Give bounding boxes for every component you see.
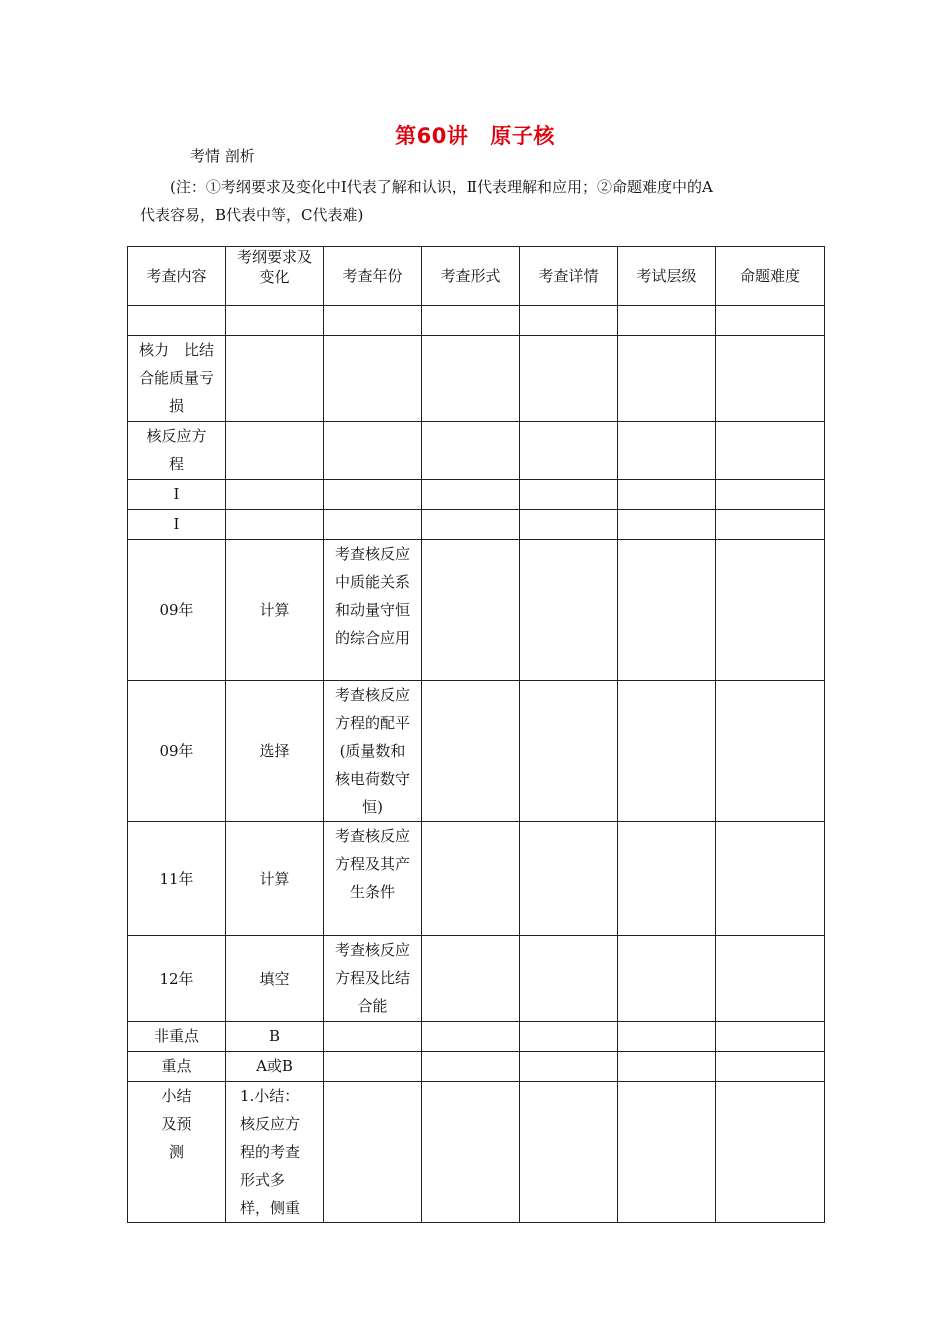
page-title: [0, 120, 950, 150]
table-cell: [422, 336, 520, 422]
table-cell: [520, 336, 618, 422]
table-row: [128, 1052, 825, 1082]
form-cell: 计算: [226, 540, 324, 681]
table-cell: [520, 480, 618, 510]
table-cell: [618, 422, 716, 480]
table-cell: [422, 936, 520, 1022]
table-row: [128, 540, 825, 681]
table-cell: [324, 336, 422, 422]
table-cell: [618, 540, 716, 681]
form-cell: 选择: [226, 681, 324, 822]
table-cell: [618, 1052, 716, 1082]
section-heading: 考情 剖析: [190, 147, 255, 165]
table-row: [128, 510, 825, 540]
table-cell: [520, 822, 618, 936]
form-cell: 填空: [226, 936, 324, 1022]
table-cell: [422, 1022, 520, 1052]
table-cell: [618, 681, 716, 822]
priority-cell: 非重点: [128, 1022, 226, 1052]
year-cell: 09年: [128, 681, 226, 822]
table-cell: [618, 1082, 716, 1223]
table-row: [128, 1082, 825, 1223]
table-cell: [324, 306, 422, 336]
table-row: [128, 936, 825, 1022]
header-cell-form: 考查形式: [422, 247, 520, 306]
header-cell-requirement: 考纲要求及变化: [226, 247, 324, 306]
table-cell: [716, 540, 825, 681]
detail-cell: 考查核反应方程及比结合能: [324, 936, 422, 1022]
table-cell: [422, 1082, 520, 1223]
table-row: [128, 422, 825, 480]
table-cell: [422, 306, 520, 336]
level-cell: Ⅰ: [128, 480, 226, 510]
year-cell: 09年: [128, 540, 226, 681]
table-cell: [716, 510, 825, 540]
difficulty-cell: A或B: [226, 1052, 324, 1082]
table-cell: [716, 1052, 825, 1082]
table-cell: [226, 510, 324, 540]
header-cell-content: 考查内容: [128, 247, 226, 306]
table-cell: [520, 1022, 618, 1052]
difficulty-cell: B: [226, 1022, 324, 1052]
table-cell: [520, 681, 618, 822]
table-cell: [422, 540, 520, 681]
table-row: [128, 822, 825, 936]
header-cell-year: 考查年份: [324, 247, 422, 306]
table-cell: [618, 936, 716, 1022]
table-cell: [618, 336, 716, 422]
table-cell: [226, 480, 324, 510]
table-cell: [618, 510, 716, 540]
detail-cell: 考查核反应中质能关系和动量守恒的综合应用: [324, 540, 422, 681]
table-row: [128, 1022, 825, 1052]
year-cell: 11年: [128, 822, 226, 936]
note-line-2: 代表容易，B代表中等，C代表难): [140, 206, 364, 224]
table-cell: [226, 336, 324, 422]
table-cell: [324, 1022, 422, 1052]
table-cell: [716, 1082, 825, 1223]
year-cell: 12年: [128, 936, 226, 1022]
table-row: [128, 681, 825, 822]
table-cell: [520, 510, 618, 540]
table-cell: [520, 936, 618, 1022]
table-cell: [226, 306, 324, 336]
table-cell: [716, 336, 825, 422]
table-row: [128, 306, 825, 336]
table-cell: [520, 1082, 618, 1223]
note-paragraph: [140, 173, 820, 229]
table-cell: [226, 422, 324, 480]
table-cell: [618, 1022, 716, 1052]
table-row: [128, 336, 825, 422]
table-cell: [324, 1052, 422, 1082]
table-cell: [422, 422, 520, 480]
note-line-1: (注：①考纲要求及变化中Ⅰ代表了解和认识，Ⅱ代表理解和应用；②命题难度中的A: [170, 178, 713, 196]
table-row: [128, 480, 825, 510]
table-cell: [520, 1052, 618, 1082]
title-main: 第60讲: [395, 124, 469, 148]
topic-cell: 核力 比结合能质量亏损: [128, 336, 226, 422]
table-cell: [422, 480, 520, 510]
header-cell-detail: 考查详情: [520, 247, 618, 306]
table-cell: [618, 480, 716, 510]
detail-cell: 考查核反应方程及其产生条件: [324, 822, 422, 936]
table-cell: [422, 510, 520, 540]
summary-text-cell: 1.小结：核反应方程的考查形式多样，侧重: [226, 1082, 324, 1223]
exam-analysis-table: [127, 246, 825, 1223]
table-cell: [716, 681, 825, 822]
detail-cell: 考查核反应方程的配平(质量数和核电荷数守恒): [324, 681, 422, 822]
table-cell: [716, 480, 825, 510]
table-cell: [422, 1052, 520, 1082]
table-cell: [422, 681, 520, 822]
table-cell: [618, 822, 716, 936]
table-cell: [716, 422, 825, 480]
table-cell: [324, 510, 422, 540]
table-cell: [520, 422, 618, 480]
title-sub: 原子核: [490, 124, 555, 148]
table-cell: [618, 306, 716, 336]
summary-label-cell: 小结及预测: [128, 1082, 226, 1223]
table-cell: [520, 306, 618, 336]
header-cell-level: 考试层级: [618, 247, 716, 306]
table-cell: [324, 480, 422, 510]
form-cell: 计算: [226, 822, 324, 936]
priority-cell: 重点: [128, 1052, 226, 1082]
header-cell-difficulty: 命题难度: [716, 247, 825, 306]
table-cell: [324, 1082, 422, 1223]
table-cell: [716, 1022, 825, 1052]
level-cell: Ⅰ: [128, 510, 226, 540]
table-cell: [520, 540, 618, 681]
table-cell: [716, 822, 825, 936]
table-header-row: [128, 247, 825, 306]
table-cell: [422, 822, 520, 936]
table-cell: [716, 936, 825, 1022]
table-cell: [716, 306, 825, 336]
topic-cell: 核反应方程: [128, 422, 226, 480]
table-cell: [128, 306, 226, 336]
table-cell: [324, 422, 422, 480]
